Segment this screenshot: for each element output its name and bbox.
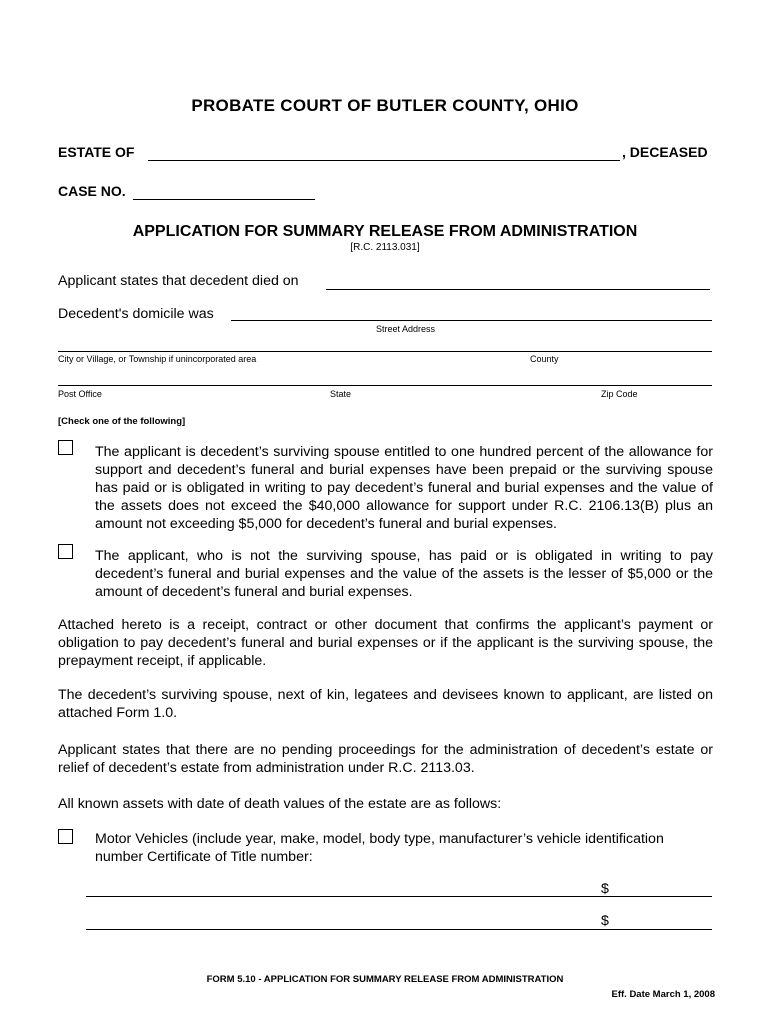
- next-of-kin-paragraph: The decedent’s surviving spouse, next of kin, legatees and devisees known to applicant, are listed on attached Form 1.0.: [58, 687, 713, 721]
- vehicle-1-field[interactable]: [86, 896, 712, 897]
- vehicle-2-dollar-sign: $: [601, 913, 609, 929]
- case-number-field[interactable]: [133, 199, 315, 200]
- assets-intro: All known assets with date of death values of the estate are as follows:: [58, 796, 502, 812]
- vehicle-1-dollar-sign: $: [601, 881, 609, 897]
- street-address-caption: Street Address: [376, 324, 436, 334]
- date-of-death-field[interactable]: [326, 289, 710, 290]
- form-title: APPLICATION FOR SUMMARY RELEASE FROM ADMINISTRATION: [132, 223, 638, 240]
- option-spouse-text: The applicant is decedent’s surviving spouse entitled to one hundred percent of the allowance for support and decedent’s funeral and burial expenses have been prepaid or the surviving spouse has paid or is obligated in writing to pay decedent’s funeral and burial expenses and the value of the assets does not exceed the $40,000 allowance for support under R.C. 2106.13(B) plus an amount not exceeding $5,000 for decedent’s funeral and burial expenses.: [95, 444, 713, 532]
- option-non-spouse-text: The applicant, who is not the surviving spouse, has paid or is obligated in writing to pay decedent’s funeral and burial expenses and the value of the assets is the lesser of $5,000 or the amount of decedent’s funeral and burial expenses.: [95, 548, 713, 600]
- city-county-field[interactable]: [58, 351, 712, 352]
- motor-vehicles-checkbox[interactable]: [58, 829, 73, 844]
- post-office-state-zip-field[interactable]: [58, 385, 712, 386]
- deceased-label: , DECEASED: [622, 144, 708, 160]
- footer-form-label: FORM 5.10 - APPLICATION FOR SUMMARY RELEASE FROM ADMINISTRATION: [206, 974, 564, 985]
- court-title: PROBATE COURT OF BUTLER COUNTY, OHIO: [191, 96, 579, 115]
- street-address-field[interactable]: [231, 320, 712, 321]
- estate-name-field[interactable]: [148, 160, 620, 161]
- check-instruction: [Check one of the following]: [58, 416, 186, 427]
- vehicle-2-field[interactable]: [86, 929, 712, 930]
- zip-code-caption: Zip Code: [601, 389, 638, 399]
- county-caption: County: [530, 354, 559, 364]
- state-caption: State: [330, 389, 352, 399]
- attached-paragraph: Attached hereto is a receipt, contract or other document that confirms the applicant’s payment or obligation to pay decedent’s funeral and burial expenses or if the applicant is the surviving spouse, the prepayment receipt, if applicable.: [58, 617, 713, 669]
- option-spouse-checkbox[interactable]: [58, 440, 73, 455]
- form-citation: [R.C. 2113.031]: [350, 242, 420, 253]
- footer-eff-date: Eff. Date March 1, 2008: [611, 989, 715, 1000]
- city-caption: City or Village, or Township if unincorporated area: [58, 354, 257, 364]
- post-office-caption: Post Office: [58, 389, 102, 399]
- no-pending-paragraph: Applicant states that there are no pending proceedings for the administration of decedent’s estate or relief of decedent’s estate from administration under R.C. 2113.03.: [58, 742, 713, 776]
- motor-vehicles-text: Motor Vehicles (include year, make, model, body type, manufacturer’s vehicle identification number Certificate of Title number:: [95, 831, 664, 865]
- died-on-label: Applicant states that decedent died on: [58, 273, 299, 289]
- domicile-label: Decedent's domicile was: [58, 306, 214, 322]
- option-non-spouse-checkbox[interactable]: [58, 544, 73, 559]
- estate-label: ESTATE OF: [58, 144, 135, 160]
- case-label: CASE NO.: [58, 183, 126, 199]
